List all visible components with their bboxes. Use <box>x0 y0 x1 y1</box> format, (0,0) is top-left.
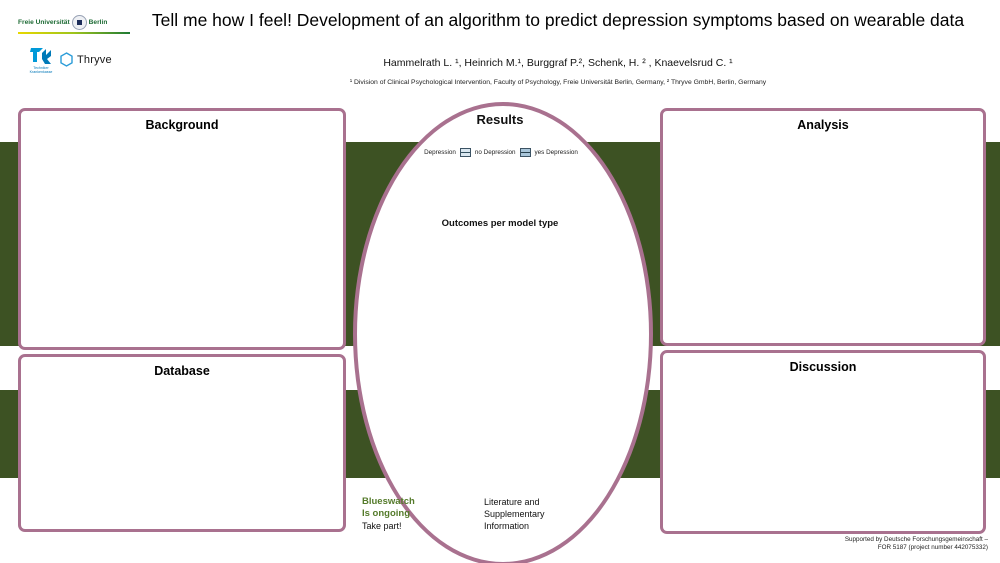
analysis-box <box>660 108 986 346</box>
tk-name-2: Krankenkasse <box>29 70 53 75</box>
fu-logo-text-1: Freie Universität <box>18 19 70 26</box>
analysis-title: Analysis <box>797 118 849 132</box>
fu-seal-icon <box>72 15 87 30</box>
blueswatch-callout <box>362 496 415 532</box>
literature-callout <box>484 496 545 532</box>
affiliations: ¹ Division of Clinical Psychological Intervention, Faculty of Psychology, Freie Universität Berlin, Germany, ² Thryve GmbH, Berlin, Germany <box>349 79 767 86</box>
thryve-logo-text: Thryve <box>77 53 112 66</box>
boxplot-glyph-yes-icon <box>520 148 531 157</box>
results-title: Results <box>476 112 524 127</box>
literature-line2: Supplementary <box>484 509 545 520</box>
database-box <box>18 354 346 532</box>
tk-name-1: Techniker <box>33 66 49 70</box>
thryve-hexagon-icon <box>60 52 73 67</box>
results-circle <box>353 102 653 563</box>
blueswatch-line3: Take part! <box>362 520 402 531</box>
background-title: Background <box>145 118 219 132</box>
boxplot-legend-yes: yes Depression <box>534 149 578 156</box>
boxplot-glyph-no-icon <box>460 148 471 157</box>
tk-logo-icon <box>30 47 52 65</box>
poster-title: Tell me how I feel! Development of an algorithm to predict depression symptoms based on wearable data <box>151 10 965 30</box>
database-title: Database <box>154 364 210 378</box>
funding-line1: Supported by Deutsche Forschungsgemeinschaft – <box>844 536 988 543</box>
literature-line1: Literature and <box>484 497 540 507</box>
blueswatch-line1: Blueswatch <box>362 496 415 507</box>
funding-note <box>688 536 988 552</box>
blueswatch-line2: Is ongoing <box>362 508 411 520</box>
fu-logo-bar <box>18 32 130 35</box>
boxplot-legend <box>390 148 612 157</box>
funding-line2: FOR 5187 (project number 442075332) <box>877 544 988 552</box>
boxplot-legend-title: Depression <box>424 149 456 156</box>
forest-plot-title: Outcomes per model type <box>441 218 559 229</box>
literature-line3: Information <box>484 521 530 532</box>
fu-berlin-logo <box>18 15 130 34</box>
discussion-title: Discussion <box>789 360 857 374</box>
boxplot-legend-no: no Depression <box>474 149 516 156</box>
tk-logo <box>24 47 58 74</box>
authors: Hammelrath L. ¹, Heinrich M.¹, Burggraf P.², Schenk, H. ² , Knaevelsrud C. ¹ <box>383 57 733 69</box>
discussion-box <box>660 350 986 534</box>
fu-logo-text-2: Berlin <box>88 19 108 26</box>
background-box <box>18 108 346 350</box>
thryve-logo <box>60 52 112 67</box>
